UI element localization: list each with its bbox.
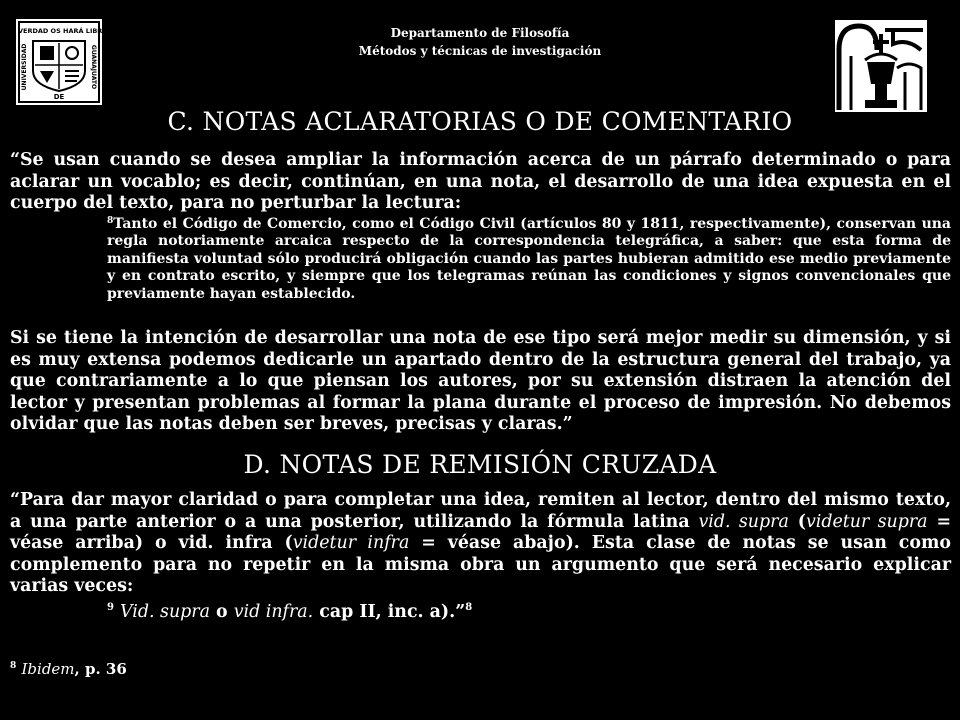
example-footnote-number: 9: [107, 602, 114, 613]
text-run: = véase abajo). Esta clase de notas se usan como complemento para no repetir en la misma obra un argumento que será necesario explicar varias veces:: [10, 533, 951, 596]
university-seal-logo: [6, 19, 112, 105]
section-c-intro: “Se usan cuando se desea ampliar la información acerca de un párrafo determinado o para aclarar un vocablo; es decir, continúan, en una nota, el desarrollo de una idea expuesta en el cuerpo del texto, para no perturbar la lectura:: [10, 150, 951, 213]
latin-term: Vid. supra: [120, 602, 210, 622]
svg-text:DE: DE: [53, 93, 65, 101]
section-c-closing: Si se tiene la intención de desarrollar una nota de ese tipo será mejor medir su dimensión, y si es muy extensa podemos dedicarle un apartado dentro de la estructura general del trabajo, ya que contrariamente a lo que piensan los autores, por su extensión distraen la atención del lector y presentan problemas al formar la plana durante el proceso de impresión. No debemos olvidar que las notas deben ser breves, precisas y claras.”: [10, 328, 951, 434]
latin-term: videtur infra: [292, 533, 410, 553]
section-c-example: [107, 216, 951, 303]
section-d-heading: D. NOTAS DE REMISIÓN CRUZADA: [243, 450, 717, 479]
slide-header: [0, 24, 960, 60]
section-d-paragraph: [10, 490, 951, 598]
text-run: = véase arriba) o vid. infra (: [10, 511, 952, 553]
chapel-cross-logo: [835, 20, 927, 112]
svg-text:GUANAJUATO: GUANAJUATO: [90, 44, 97, 90]
svg-text:UNIVERSIDAD: UNIVERSIDAD: [21, 43, 28, 91]
latin-term: vid. supra: [698, 511, 789, 532]
section-c-heading: C. NOTAS ACLARATORIAS O DE COMENTARIO: [167, 107, 793, 136]
footnote: [10, 660, 127, 678]
example-footnote-number: 8: [107, 216, 114, 226]
footnote-reference: 8: [465, 602, 473, 613]
example-text: Tanto el Código de Comercio, como el Código Civil (artículos 80 y 1811, respectivamente), conservan una regla notoriamente arcaica respecto de la correspondencia telegráfica, a saber: que esta forma de manifiesta voluntad sólo producirá obligación cuando las partes hubieran admitido ese medio previamente y en contrato escrito, y siempre que los telegramas reúnan las condiciones y signos convencionales que previamente hayan establecido.: [107, 216, 951, 302]
latin-term: videtur supra: [805, 511, 928, 532]
course-label: Métodos y técnicas de investigación: [358, 44, 602, 58]
footnote-number: 8: [10, 661, 17, 671]
svg-text:LA VERDAD OS HARÁ LIBRES: LA VERDAD OS HARÁ LIBRES: [6, 27, 112, 35]
text-run: (: [797, 511, 806, 532]
text-run: cap II, inc. a).”: [319, 602, 466, 622]
section-d-example: [107, 604, 472, 621]
text-run: o: [216, 602, 228, 622]
text-run: “Para dar mayor claridad o para completar una idea, remiten al lector, dentro del mismo texto, a una parte anterior o a una posterior, utilizando la fórmula latina: [10, 490, 951, 532]
department-label: Departamento de Filosofía: [390, 26, 570, 40]
footnote-source: Ibidem: [21, 660, 75, 678]
latin-term: vid infra.: [233, 602, 314, 622]
footnote-page: , p. 36: [74, 660, 127, 678]
